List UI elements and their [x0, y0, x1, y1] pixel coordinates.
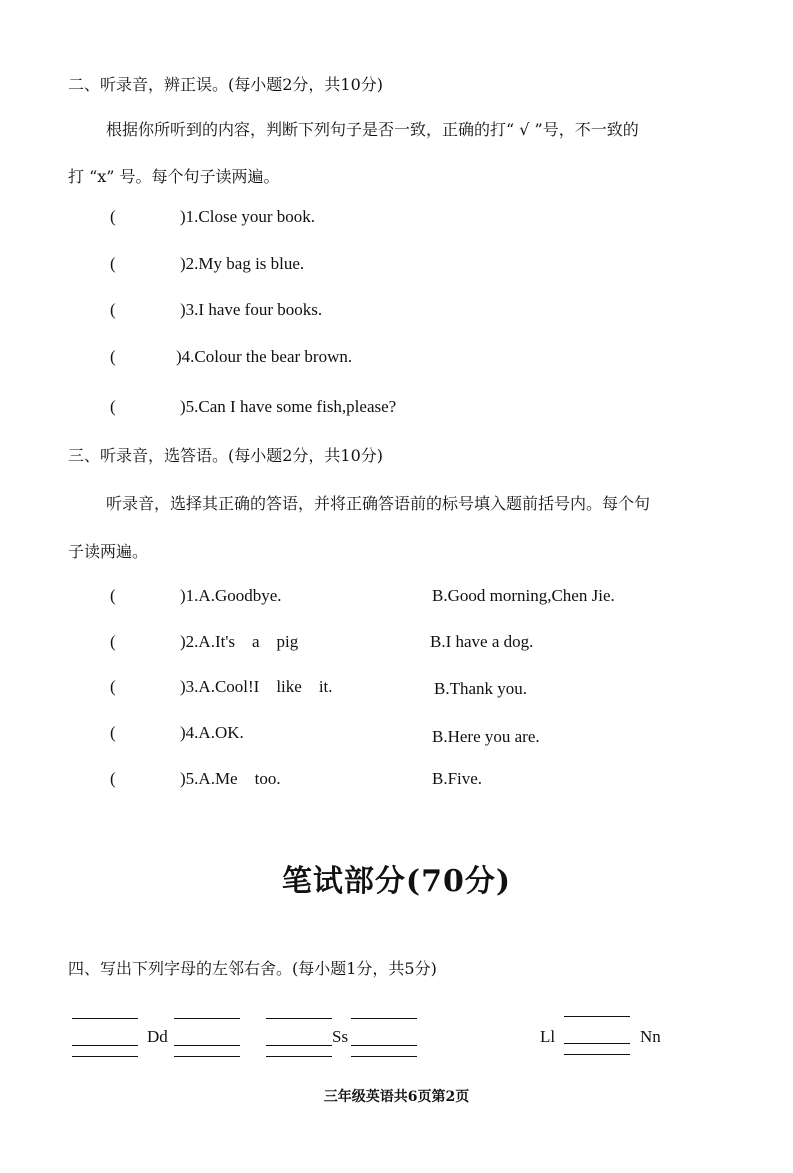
answer-paren[interactable]: (	[110, 347, 116, 366]
option-a: )4.A.OK.	[180, 723, 244, 742]
page-footer: 三年级英语共6页第2页	[323, 1089, 470, 1105]
answer-line[interactable]	[72, 1056, 138, 1057]
option-b: B.Good morning,Chen Jie.	[432, 586, 615, 605]
section3-instruction-line2: 子读两遍。	[68, 542, 149, 561]
section2-instruction-line2: 打 “x” 号。每个句子读两遍。	[68, 167, 280, 186]
question-text: )5.Can I have some fish,please?	[180, 397, 397, 416]
option-b: B.I have a dog.	[430, 632, 534, 651]
option-a: )5.A.Me too.	[180, 769, 281, 788]
answer-line[interactable]	[266, 1018, 332, 1019]
section2-instruction-line1: 根据你所听到的内容，判断下列句子是否一致，正确的打“ √ ”号，不一致的	[106, 120, 639, 139]
written-section-title: 笔试部分(70分)	[281, 864, 512, 899]
answer-paren[interactable]: (	[110, 769, 116, 788]
letter-label-dd: Dd	[147, 1027, 168, 1046]
answer-line[interactable]	[72, 1045, 138, 1046]
option-b: B.Five.	[432, 769, 483, 788]
answer-line[interactable]	[351, 1056, 417, 1057]
answer-line[interactable]	[564, 1054, 630, 1055]
option-a: )2.A.It's a pig	[180, 632, 299, 651]
section4-heading: 四、写出下列字母的左邻右舍。(每小题1分，共5分)	[68, 959, 437, 978]
question-text: )2.My bag is blue.	[180, 254, 305, 273]
question-text: )3.I have four books.	[180, 300, 323, 319]
answer-line[interactable]	[564, 1043, 630, 1044]
answer-paren[interactable]: (	[110, 677, 116, 696]
letter-label-nn: Nn	[640, 1027, 661, 1046]
answer-paren[interactable]: (	[110, 207, 116, 226]
answer-paren[interactable]: (	[110, 632, 116, 651]
letter-label-ss: Ss	[332, 1027, 349, 1046]
answer-paren[interactable]: (	[110, 723, 116, 742]
option-b: B.Thank you.	[434, 679, 528, 698]
section3-heading: 三、听录音，选答语。(每小题2分，共10分)	[68, 446, 384, 465]
option-a: )3.A.Cool!I like it.	[180, 677, 333, 696]
answer-paren[interactable]: (	[110, 254, 116, 273]
section3-instruction-line1: 听录音，选择其正确的答语，并将正确答语前的标号填入题前括号内。每个句	[106, 494, 651, 513]
answer-paren[interactable]: (	[110, 397, 116, 416]
answer-line[interactable]	[351, 1018, 417, 1019]
question-text: )4.Colour the bear brown.	[176, 347, 353, 366]
section2-heading: 二、听录音，辨正误。(每小题2分，共10分)	[68, 75, 384, 94]
answer-paren[interactable]: (	[110, 586, 116, 605]
answer-line[interactable]	[564, 1016, 630, 1017]
option-a: )1.A.Goodbye.	[180, 586, 282, 605]
answer-paren[interactable]: (	[110, 300, 116, 319]
answer-line[interactable]	[174, 1018, 240, 1019]
answer-line[interactable]	[266, 1056, 332, 1057]
answer-line[interactable]	[174, 1045, 240, 1046]
answer-line[interactable]	[174, 1056, 240, 1057]
answer-line[interactable]	[266, 1045, 332, 1046]
option-b: B.Here you are.	[432, 727, 540, 746]
question-text: )1.Close your book.	[180, 207, 316, 226]
answer-line[interactable]	[72, 1018, 138, 1019]
letter-label-ll: Ll	[540, 1027, 556, 1046]
answer-line[interactable]	[351, 1045, 417, 1046]
